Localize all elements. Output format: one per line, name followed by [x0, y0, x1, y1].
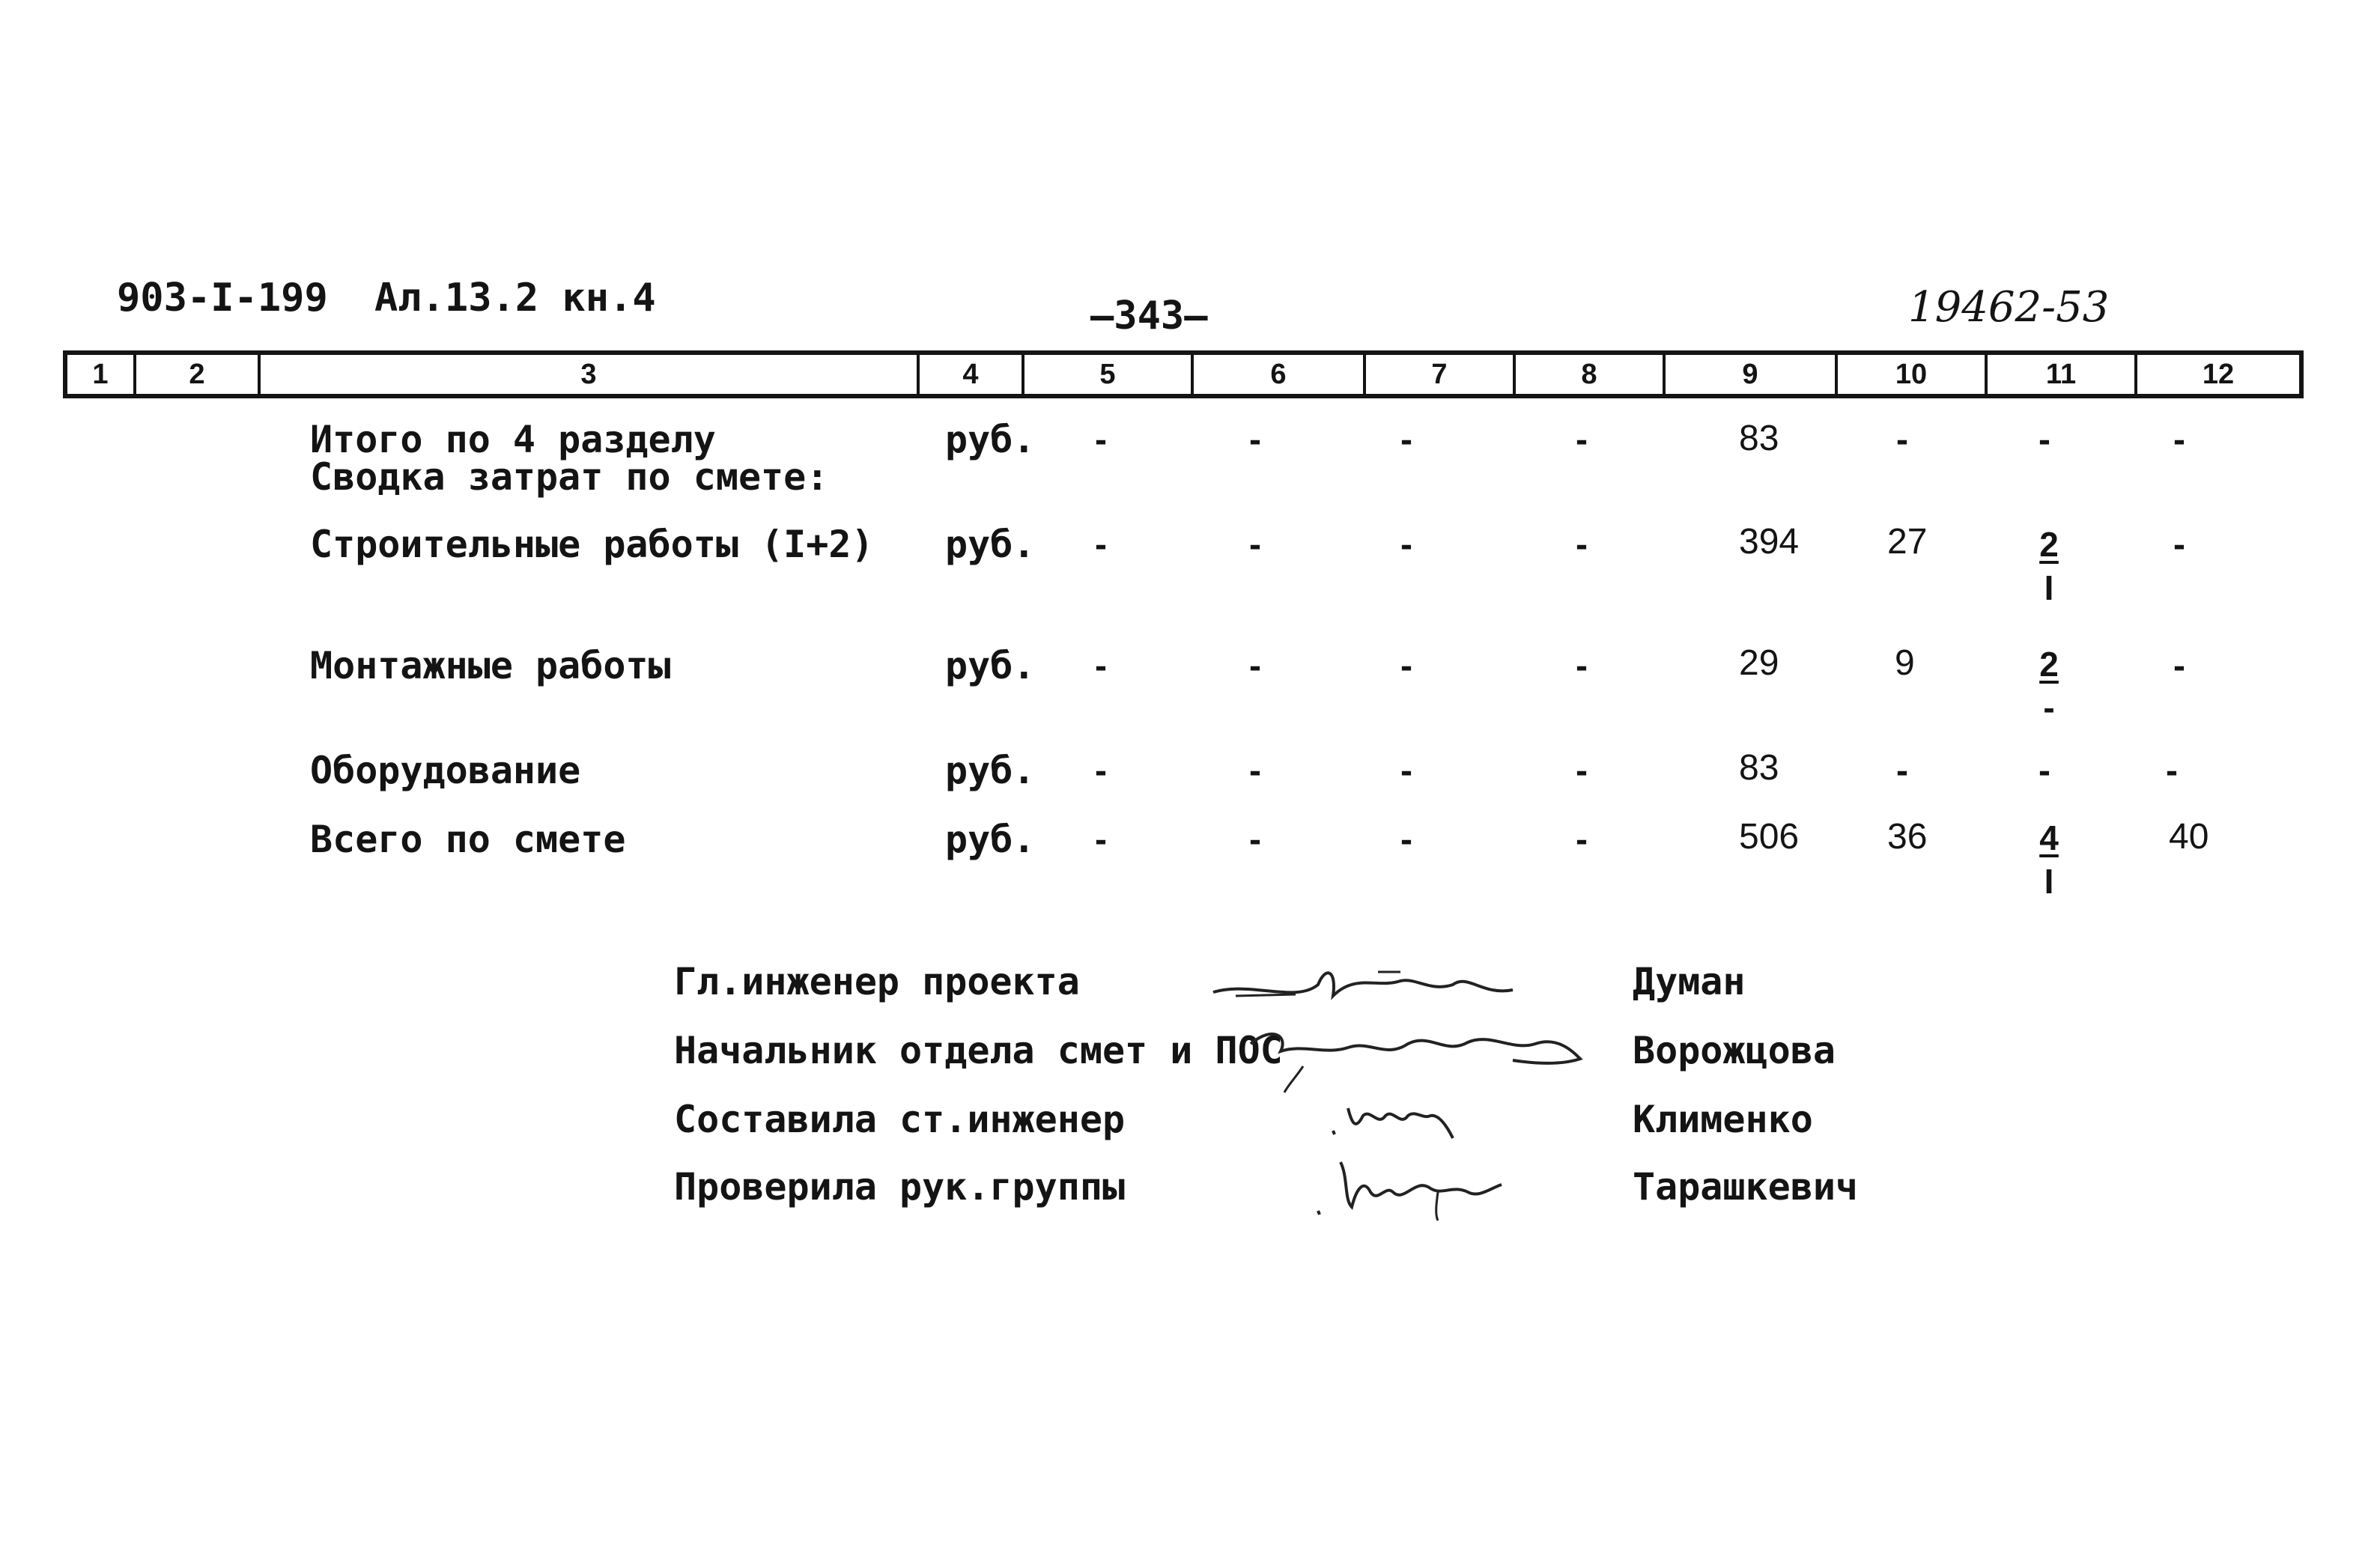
- fraction-denominator: I: [2044, 862, 2054, 901]
- column-header: 3: [261, 355, 920, 394]
- cell-col7: -: [1400, 420, 1412, 460]
- signature-name: Ворожцова: [1633, 1029, 1836, 1072]
- cell-col8: -: [1576, 820, 1588, 860]
- column-header: 5: [1024, 355, 1194, 394]
- signature-role: Гл.инженер проекта: [674, 960, 1080, 1003]
- row-label: Монтажные работы: [310, 644, 671, 687]
- cell-col6: -: [1249, 420, 1261, 460]
- fraction-numerator: 4: [2039, 818, 2059, 857]
- signature-name: Думан: [1633, 960, 1746, 1003]
- cell-col5: -: [1095, 820, 1107, 860]
- handwritten-signature-4: [1311, 1147, 1505, 1222]
- row-label: Оборудование: [310, 749, 581, 792]
- signature-name: Тарашкевич: [1633, 1165, 1859, 1209]
- cell-col12: -: [2166, 751, 2178, 791]
- column-header: 11: [1988, 355, 2137, 394]
- section-heading: Сводка затрат по смете:: [310, 455, 829, 499]
- cell-col9: 394: [1739, 522, 1800, 562]
- cell-col8: -: [1576, 420, 1588, 460]
- cell-col10: 9: [1895, 643, 1915, 683]
- cell-col6: -: [1249, 646, 1261, 686]
- column-header: 2: [136, 355, 261, 394]
- cell-col7: -: [1400, 751, 1412, 791]
- cell-col12: 40: [2169, 817, 2209, 857]
- cell-col10: -: [1896, 751, 1908, 791]
- column-header: 1: [67, 355, 136, 394]
- signature-role: Начальник отдела смет и ПОС: [674, 1029, 1283, 1072]
- fraction-numerator: 2: [2039, 645, 2059, 684]
- cell-col12: -: [2173, 420, 2185, 460]
- cell-col8: -: [1576, 525, 1588, 565]
- album-reference: Ал.13.2 кн.4: [374, 276, 656, 320]
- column-header: 10: [1838, 355, 1988, 394]
- cell-col10: 36: [1887, 817, 1928, 857]
- cell-col12: -: [2173, 525, 2185, 565]
- row-unit: руб.: [945, 418, 1036, 461]
- cell-col11-fraction: [2027, 527, 2071, 605]
- cell-col5: -: [1095, 646, 1107, 686]
- archive-stamp: 19462-53: [1908, 283, 2110, 332]
- cell-col12: -: [2173, 646, 2185, 686]
- handwritten-signature-1: [1206, 951, 1520, 1018]
- fraction-denominator: I: [2044, 568, 2054, 607]
- signature-role: Проверила рук.группы: [674, 1165, 1126, 1209]
- row-unit: руб.: [945, 818, 1036, 861]
- cell-col7: -: [1400, 646, 1412, 686]
- column-header: 12: [2202, 358, 2235, 390]
- handwritten-signature-2: [1243, 1014, 1588, 1096]
- cell-col7: -: [1400, 820, 1412, 860]
- fraction-numerator: 2: [2039, 525, 2059, 564]
- signature-name: Клименко: [1633, 1098, 1813, 1141]
- document-code: 903-I-199: [117, 276, 328, 320]
- cell-col10: -: [1896, 420, 1908, 460]
- row-label: Всего по смете: [310, 818, 626, 861]
- cell-col5: -: [1095, 751, 1107, 791]
- cell-col11: -: [2039, 751, 2050, 791]
- row-label: Итого по 4 разделу: [310, 418, 716, 461]
- cell-col10: 27: [1887, 522, 1928, 562]
- cell-col8: -: [1576, 751, 1588, 791]
- column-header: 4: [920, 355, 1024, 394]
- column-header: 7: [1366, 355, 1516, 394]
- column-header: 9: [1666, 355, 1838, 394]
- cell-col8: -: [1576, 646, 1588, 686]
- row-label: Строительные работы (I+2): [310, 523, 874, 566]
- fraction-denominator: -: [2043, 688, 2055, 727]
- row-unit: руб.: [945, 749, 1036, 792]
- cell-col9: 506: [1739, 817, 1800, 857]
- column-header: 8: [1516, 355, 1666, 394]
- cell-col5: -: [1095, 525, 1107, 565]
- column-header-grid: [63, 350, 2304, 398]
- cell-col9: 83: [1739, 748, 1779, 788]
- column-header: 6: [1194, 355, 1366, 394]
- cell-col11-fraction: [2027, 818, 2071, 901]
- cell-col6: -: [1249, 751, 1261, 791]
- cell-col11: -: [2039, 420, 2050, 460]
- cell-col7: -: [1400, 525, 1412, 565]
- page-number: —343—: [1090, 294, 1208, 338]
- handwritten-signature-3: [1326, 1093, 1460, 1146]
- cell-col6: -: [1249, 525, 1261, 565]
- row-unit: руб.: [945, 523, 1036, 566]
- cell-col11-fraction: [2027, 647, 2071, 725]
- signature-role: Составила ст.инженер: [674, 1098, 1126, 1141]
- row-unit: руб.: [945, 644, 1036, 687]
- cell-col5: -: [1095, 420, 1107, 460]
- cell-col9: 83: [1739, 419, 1779, 458]
- cell-col9: 29: [1739, 643, 1779, 683]
- cell-col6: -: [1249, 820, 1261, 860]
